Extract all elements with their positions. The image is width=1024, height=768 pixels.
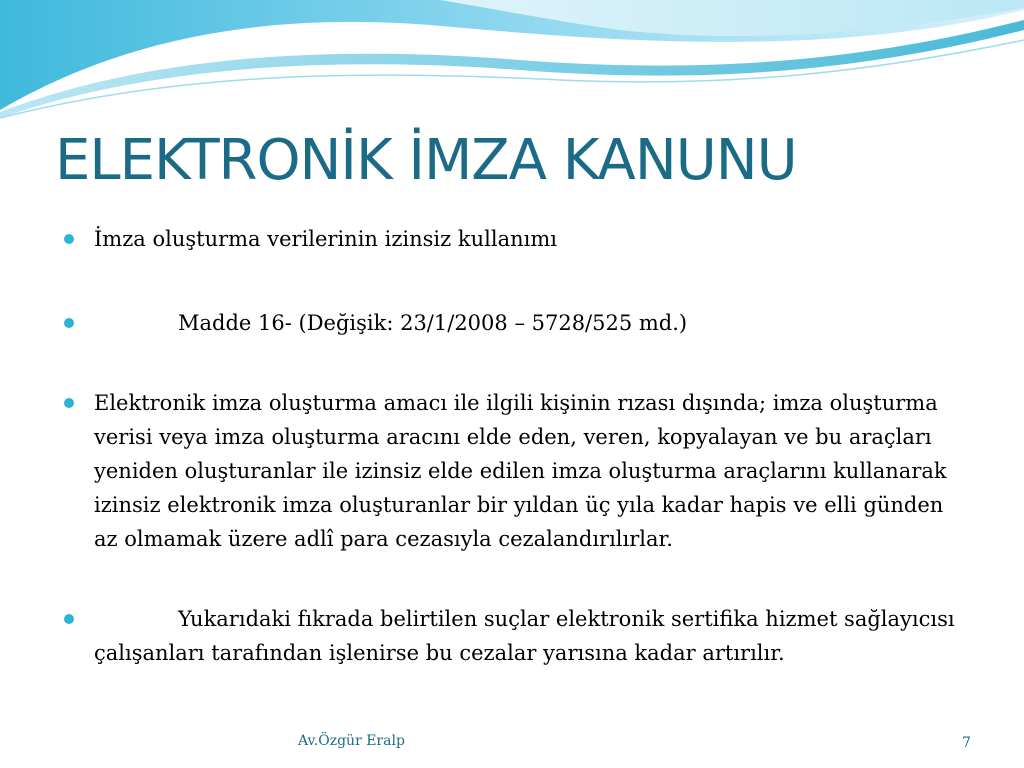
bullet-text: Yukarıdaki fıkrada belirtilen suçlar elektronik sertifika hizmet sağlayıcısı çalışanları tarafından işlenirse bu cezalar yarısına kadar artırılır.	[94, 607, 955, 665]
bullet-item	[58, 602, 958, 670]
bullet-dot-icon	[64, 234, 74, 244]
bullet-text: Elektronik imza oluşturma amacı ile ilgili kişinin rızası dışında; imza oluşturma verisi veya imza oluşturma aracını elde eden, veren, kopyalayan ve bu araçları yeniden oluşturanlar ile izinsiz elde edilen imza oluşturma araçlarını kullanarak izinsiz elektronik imza oluşturanlar bir yıldan üç yıla kadar hapis ve elli günden az olmamak üzere adlî para cezasıyla cezalandırılırlar.	[94, 391, 947, 551]
footer-author: Av.Özgür Eralp	[298, 733, 405, 749]
bullet-list	[58, 222, 958, 670]
bullet-dot-icon	[64, 318, 74, 328]
bullet-dot-icon	[64, 398, 74, 408]
bullet-item	[58, 306, 958, 340]
bullet-dot-icon	[64, 614, 74, 624]
bullet-text: İmza oluşturma verilerinin izinsiz kullanımı	[94, 227, 557, 251]
bullet-item	[58, 222, 958, 256]
bullet-text: Madde 16- (Değişik: 23/1/2008 – 5728/525 md.)	[178, 311, 688, 335]
bullet-item	[58, 386, 958, 556]
page-number: 7	[962, 735, 971, 751]
slide-title: ELEKTRONİK İMZA KANUNU	[55, 128, 797, 193]
header-wave-decoration	[0, 0, 1024, 120]
